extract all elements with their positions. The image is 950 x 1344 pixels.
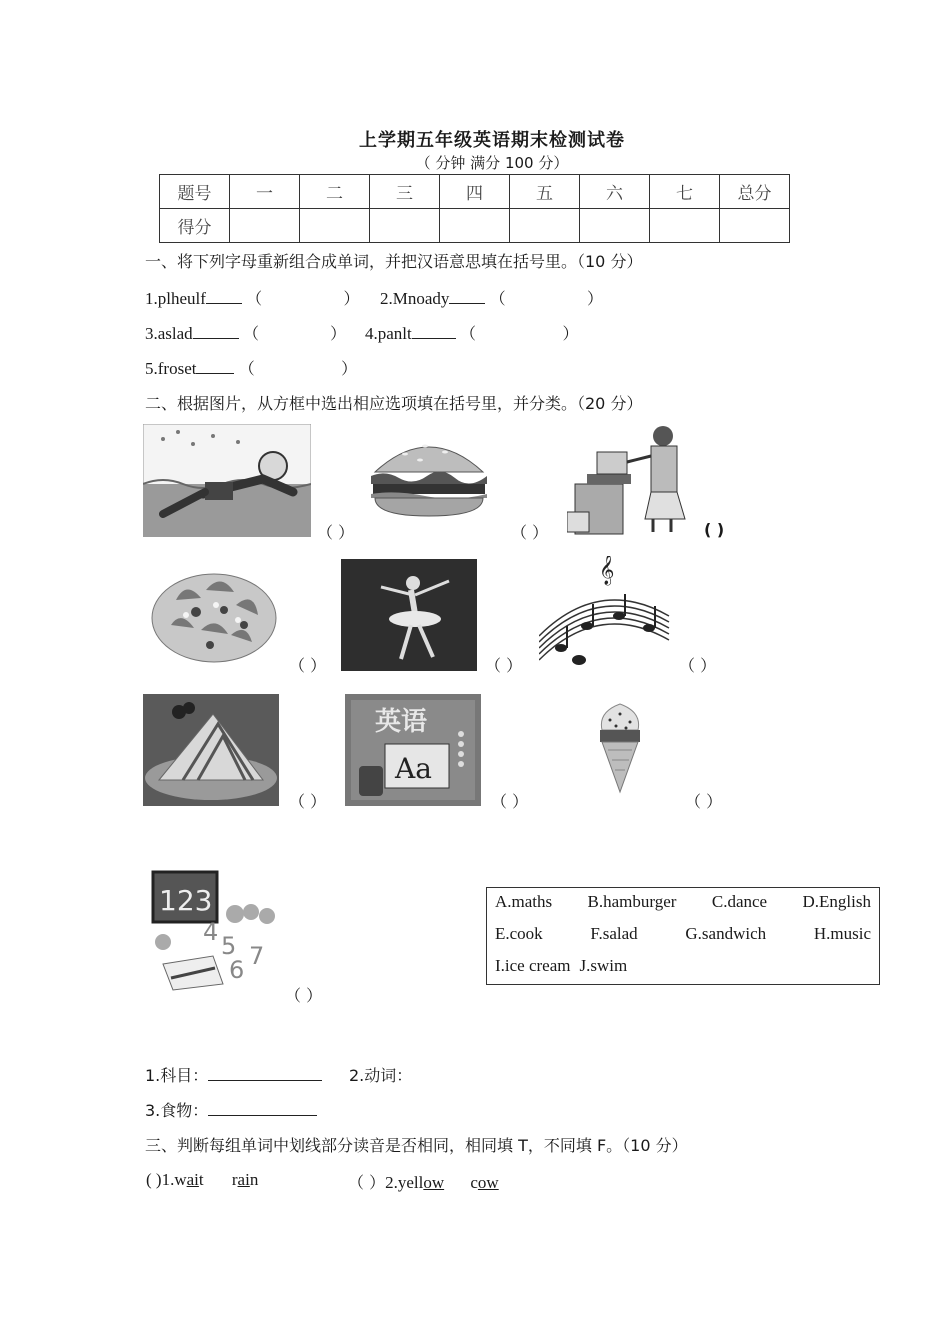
scrambled-word: 1.plheulf — [145, 289, 206, 308]
book-letters-text: Aa — [395, 752, 432, 785]
answer-paren[interactable]: （ ） — [317, 523, 355, 542]
option-item: B.hamburger — [587, 892, 677, 911]
options-box — [486, 887, 880, 985]
section1-heading: 一、将下列字母重新组合成单词，并把汉语意思填在括号里。（10 分） — [145, 252, 643, 271]
english-book-picture — [345, 694, 481, 806]
meaning-paren[interactable]: （ ） — [238, 359, 358, 378]
answer-paren[interactable]: （ ） — [679, 656, 717, 675]
meaning-paren[interactable]: （ ） — [489, 289, 604, 308]
answer-paren[interactable]: ( ) — [704, 520, 725, 539]
phonics-item — [348, 1170, 499, 1193]
word-part: r — [231, 1170, 238, 1189]
score-table-header: 三 — [370, 175, 440, 209]
options-row — [495, 892, 871, 912]
scrambled-word: 4.panlt — [365, 324, 412, 343]
underlined-part: ai — [237, 1170, 250, 1189]
sandwich-picture — [143, 694, 279, 806]
score-cell[interactable] — [300, 209, 370, 243]
score-cell[interactable] — [720, 209, 790, 243]
cook-picture — [567, 424, 703, 536]
section2-heading: 二、根据图片，从方框中选出相应选项填在括号里，并分类。（20 分） — [145, 394, 643, 413]
classify-food — [145, 1098, 317, 1121]
music-picture — [539, 556, 679, 670]
scrambled-word: 3.aslad — [145, 324, 193, 343]
underlined-part: ai — [186, 1170, 199, 1189]
option-item: C.dance — [711, 892, 768, 911]
page-subtitle: （ 分钟 满分 100 分） — [415, 154, 569, 172]
answer-paren[interactable]: （ ） — [491, 792, 529, 811]
hamburger-picture — [365, 432, 493, 520]
page-title: 上学期五年级英语期末检测试卷 — [359, 130, 625, 151]
ice-cream-picture — [592, 700, 648, 796]
underlined-part: ow — [477, 1173, 499, 1192]
scrambled-word: 2.Mnoady — [380, 289, 450, 308]
answer-paren[interactable]: ( ) — [146, 1170, 162, 1189]
option-item: I.ice cream — [495, 956, 571, 975]
answer-blank[interactable] — [412, 324, 456, 339]
option-item: E.cook — [495, 924, 543, 943]
classify-verbs — [349, 1063, 412, 1086]
classify-label: 3.食物： — [145, 1101, 209, 1120]
answer-paren[interactable]: （ ） — [485, 656, 523, 675]
classify-label: 2.动词： — [349, 1066, 413, 1085]
score-cell[interactable] — [370, 209, 440, 243]
phonics-item — [146, 1170, 258, 1190]
svg-text:6: 6 — [229, 956, 245, 984]
answer-blank[interactable] — [208, 1066, 322, 1081]
option-item: H.music — [813, 924, 871, 943]
answer-paren[interactable]: （ ） — [511, 523, 549, 542]
svg-text:123: 123 — [159, 884, 213, 917]
classify-subjects — [145, 1063, 322, 1086]
section3-heading: 三、判断每组单词中划线部分读音是否相同，相同填 T，不同填 F。（10 分） — [145, 1136, 688, 1155]
score-table-header: 二 — [300, 175, 370, 209]
score-table-header: 六 — [580, 175, 650, 209]
word-part: t — [198, 1170, 204, 1189]
score-table-header: 五 — [510, 175, 580, 209]
score-cell[interactable] — [230, 209, 300, 243]
answer-paren[interactable]: （ ） — [289, 792, 327, 811]
question-item — [365, 321, 578, 344]
svg-text:𝄞: 𝄞 — [599, 556, 615, 585]
book-title-text: 英语 — [375, 707, 428, 737]
answer-blank[interactable] — [449, 289, 485, 304]
word-part: c — [470, 1173, 478, 1192]
underlined-part: ow — [423, 1173, 445, 1192]
answer-blank[interactable] — [196, 359, 234, 374]
option-item: A.maths — [495, 892, 553, 911]
svg-text:7: 7 — [249, 942, 265, 970]
score-cell[interactable] — [510, 209, 580, 243]
word-part: 2.yell — [385, 1173, 424, 1192]
score-cell[interactable] — [580, 209, 650, 243]
score-table-header: 一 — [230, 175, 300, 209]
dance-picture — [341, 559, 477, 671]
answer-paren[interactable]: （ ） — [289, 656, 327, 675]
score-row-label: 得分 — [160, 209, 230, 243]
score-table-header-row — [160, 175, 790, 209]
option-item: F.salad — [590, 924, 638, 943]
answer-paren[interactable]: （ ） — [348, 1173, 386, 1192]
answer-paren[interactable]: （ ） — [285, 986, 323, 1005]
score-table-header: 七 — [650, 175, 720, 209]
score-table — [159, 174, 790, 243]
score-cell[interactable] — [440, 209, 510, 243]
svg-text:4: 4 — [203, 918, 219, 946]
maths-picture — [143, 868, 281, 992]
word-part: 1.w — [161, 1170, 187, 1189]
score-table-header: 四 — [440, 175, 510, 209]
option-item: J.swim — [579, 956, 628, 975]
meaning-paren[interactable]: （ ） — [242, 324, 347, 343]
question-item — [145, 286, 360, 309]
answer-paren[interactable]: （ ） — [685, 792, 723, 811]
options-row — [495, 956, 871, 976]
swim-picture — [143, 424, 311, 537]
option-item: G.sandwich — [685, 924, 767, 943]
word-part: n — [249, 1170, 259, 1189]
scrambled-word: 5.froset — [145, 359, 197, 378]
score-table-score-row — [160, 209, 790, 243]
score-cell[interactable] — [650, 209, 720, 243]
question-item — [380, 286, 603, 309]
classify-label: 1.科目： — [145, 1066, 209, 1085]
score-table-header: 题号 — [160, 175, 230, 209]
salad-picture — [146, 560, 282, 668]
answer-blank[interactable] — [206, 289, 242, 304]
meaning-paren[interactable]: （ ） — [460, 324, 579, 343]
score-table-header: 总分 — [720, 175, 790, 209]
question-item — [145, 356, 357, 379]
answer-blank[interactable] — [193, 324, 239, 339]
svg-text:5: 5 — [221, 932, 237, 960]
meaning-paren[interactable]: （ ） — [246, 289, 360, 308]
question-item — [145, 321, 346, 344]
answer-blank[interactable] — [208, 1101, 317, 1116]
option-item: D.English — [802, 892, 871, 911]
options-row — [495, 924, 871, 944]
